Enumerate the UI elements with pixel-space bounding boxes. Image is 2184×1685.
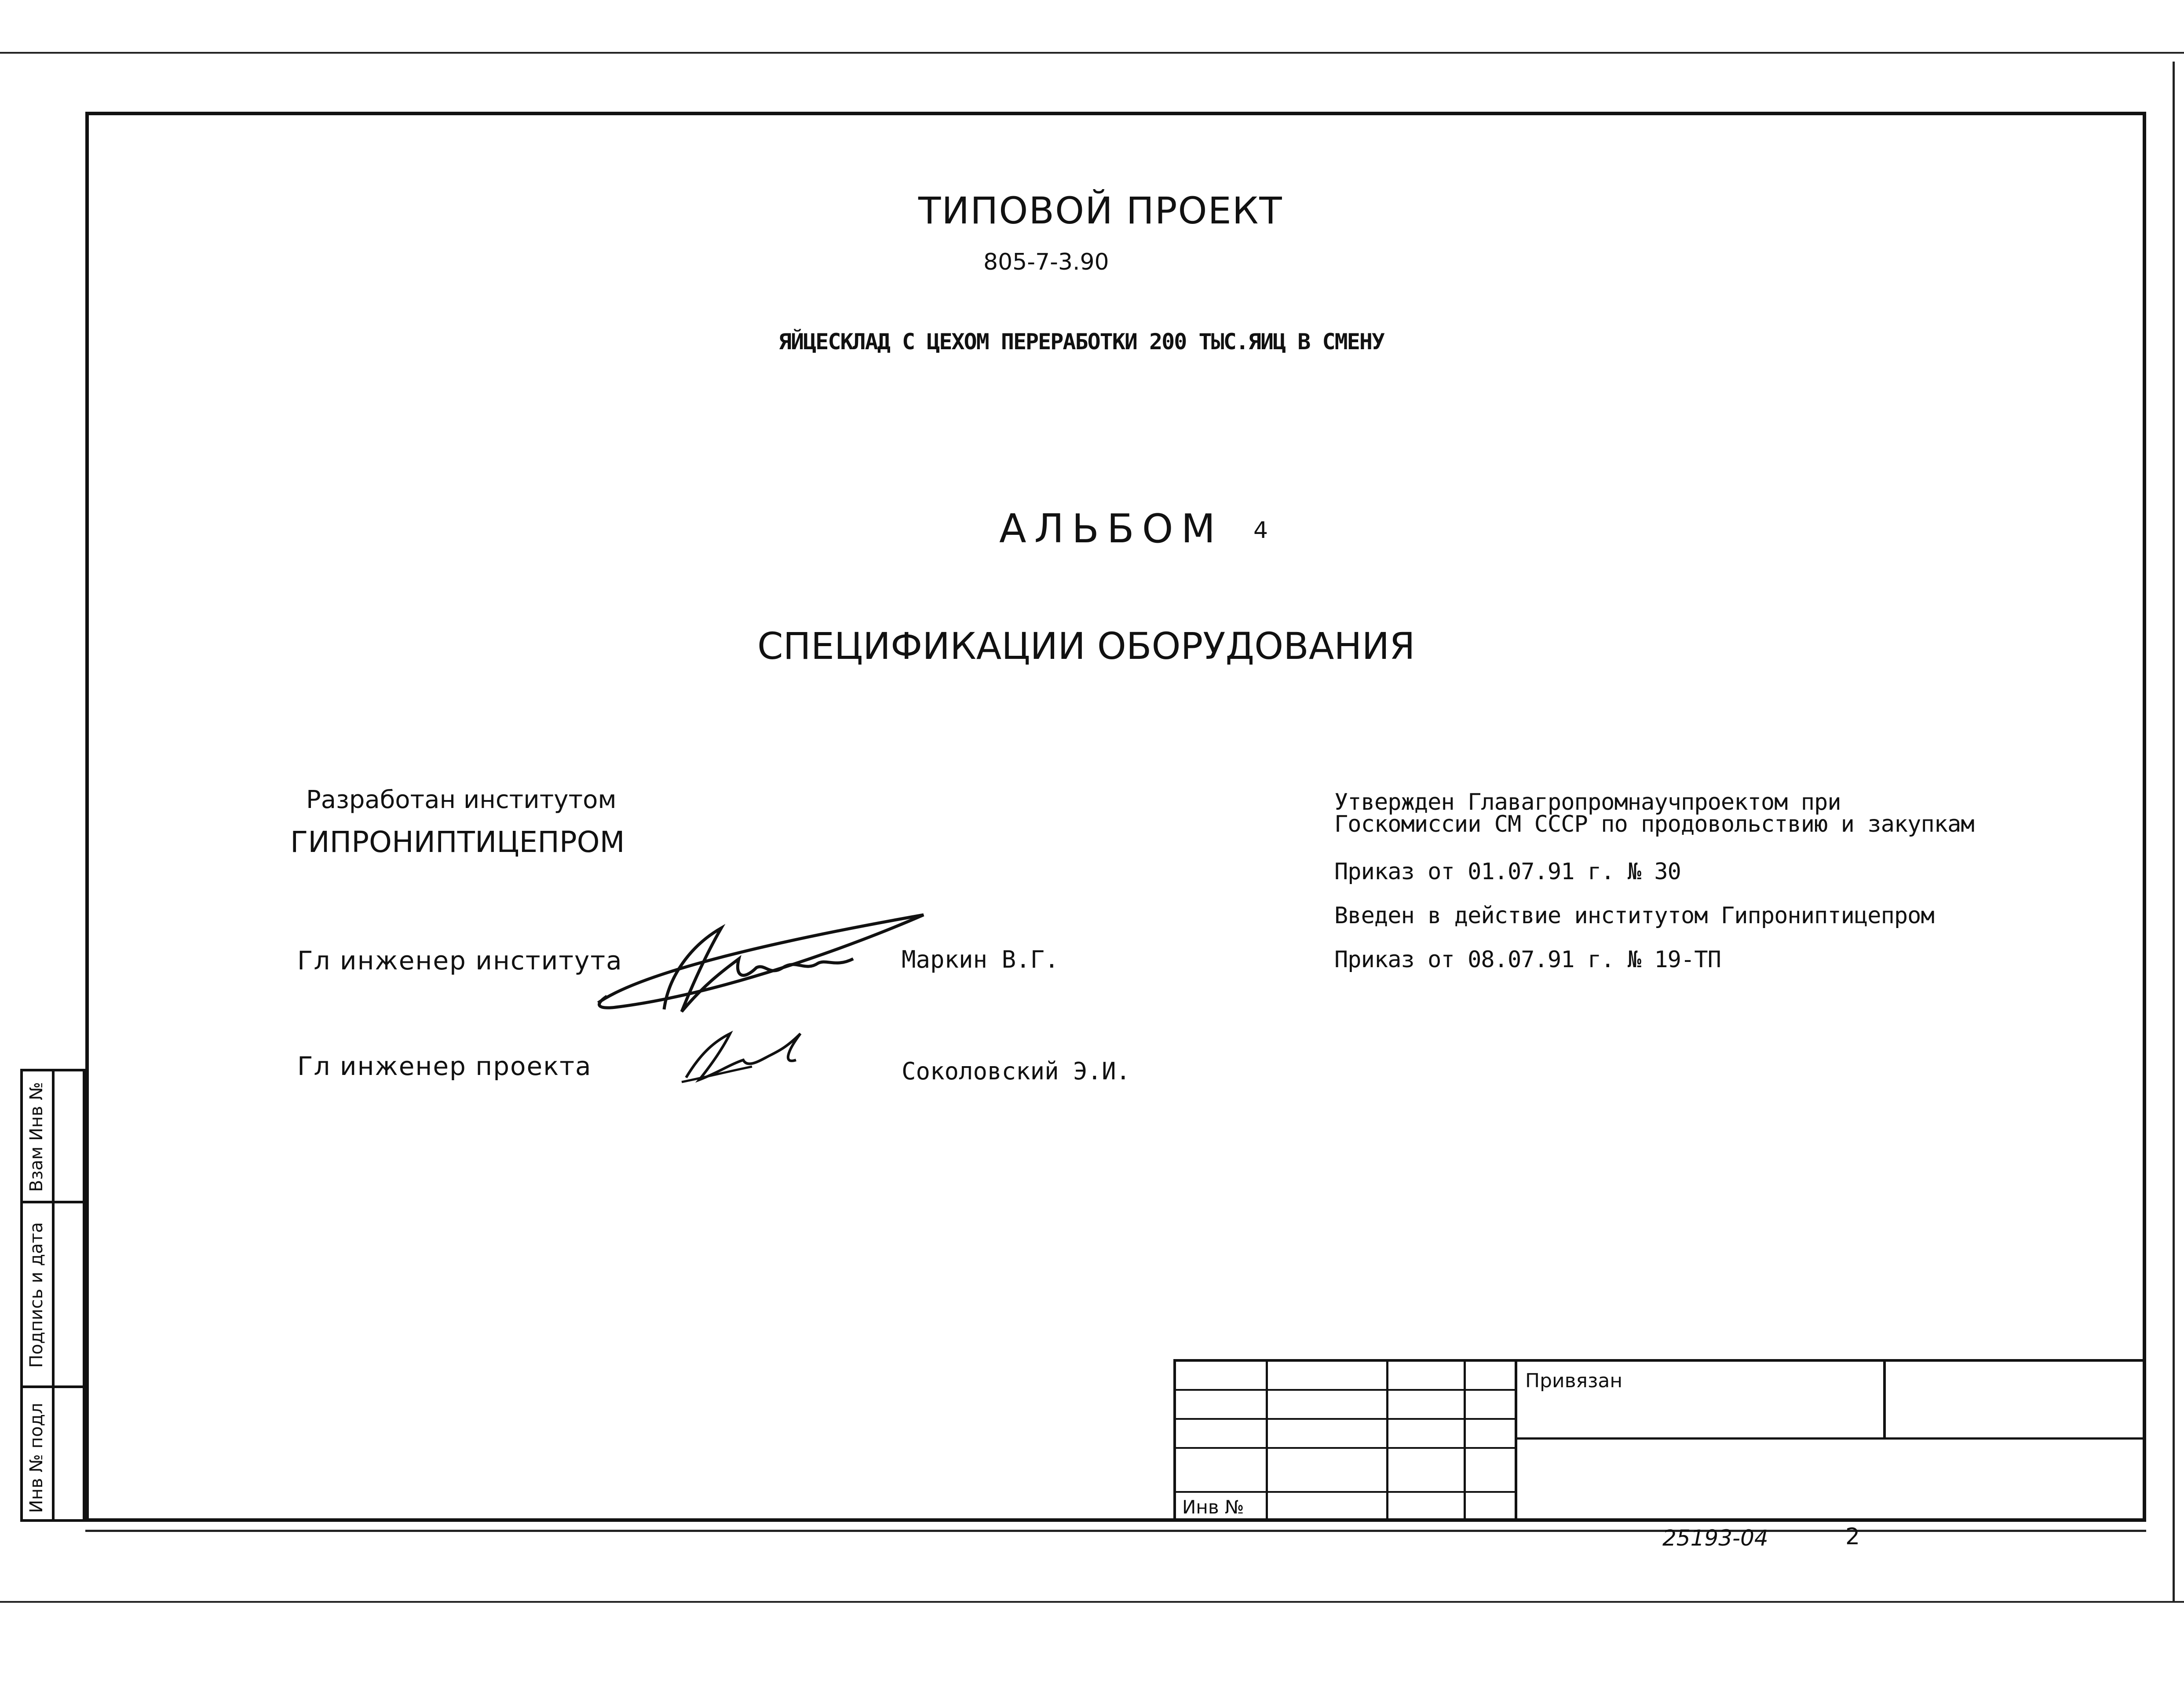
signature-sokolovsky: [677, 1025, 809, 1086]
stamp-row-4: [1173, 1491, 1516, 1493]
side-strip-row-1: [20, 1201, 85, 1203]
footer-sheet-number: 2: [1845, 1524, 1860, 1550]
side-strip-row-2: [20, 1385, 85, 1388]
document-title: ТИПОВОЙ ПРОЕКТ: [918, 189, 1283, 232]
side-strip-inv-no: Взам Инв №: [26, 1082, 47, 1192]
stamp-left-border: [1173, 1359, 1176, 1522]
approval-line-3: Введен в действие институтом Гипрониптицепром: [1334, 903, 1934, 929]
bottom-scan-line: [0, 1601, 2184, 1603]
stamp-top-border: [1173, 1359, 2146, 1362]
side-strip-inv-podl: Инв № подл: [26, 1403, 47, 1513]
stamp-col-4: [1515, 1359, 1517, 1522]
top-scan-line: [0, 52, 2184, 54]
stamp-right-row: [1515, 1437, 2146, 1440]
stamp-col-2: [1386, 1359, 1388, 1522]
approval-order-1: Приказ от 01.07.91 г. № 30: [1334, 859, 1681, 885]
stamp-col-3: [1464, 1359, 1466, 1522]
side-strip: [20, 1069, 85, 1522]
stamp-row-2: [1173, 1418, 1516, 1420]
chief-engineer-institute-name: Маркин В.Г.: [902, 946, 1059, 973]
album-subject: СПЕЦИФИКАЦИИ ОБОРУДОВАНИЯ: [757, 625, 1415, 668]
right-scan-line: [2173, 62, 2175, 1601]
chief-engineer-project-name: Соколовский Э.И.: [902, 1057, 1131, 1085]
signature-markin: [589, 906, 937, 1020]
footer-line: [85, 1530, 2146, 1532]
stamp-row-3: [1173, 1447, 1516, 1449]
album-number: 4: [1253, 517, 1268, 544]
side-strip-sign-date: Подпись и дата: [26, 1222, 47, 1368]
footer-doc-number: 25193-04: [1662, 1525, 1768, 1551]
developer-institute: ГИПРОНИПТИЦЕПРОМ: [290, 825, 625, 859]
side-strip-divider: [52, 1069, 55, 1522]
object-name: ЯЙЦЕСКЛАД С ЦЕХОМ ПЕРЕРАБОТКИ 200 ТЫС.ЯИЦ В СМЕНУ: [778, 329, 1384, 355]
title-block: [1173, 1359, 2146, 1522]
chief-engineer-institute-role: Гл инженер института: [297, 946, 623, 976]
stamp-inv-no-label: Инв №: [1182, 1496, 1244, 1518]
stamp-row-1: [1173, 1389, 1516, 1391]
project-code: 805-7-3.90: [983, 249, 1109, 275]
approval-order-2: Приказ от 08.07.91 г. № 19-ТП: [1334, 947, 1721, 973]
album-label: АЛЬБОМ: [999, 506, 1223, 552]
stamp-col-1: [1266, 1359, 1268, 1522]
approval-line-1: Утвержден Главагропромнаучпроектом при: [1334, 789, 1841, 815]
chief-engineer-project-role: Гл инженер проекта: [297, 1051, 592, 1081]
stamp-attached-label: Привязан: [1525, 1370, 1623, 1392]
stamp-right-col: [1883, 1359, 1886, 1438]
approval-line-2: Госкомиссии СМ СССР по продовольствию и закупкам: [1334, 811, 1974, 837]
developer-caption: Разработан институтом: [306, 786, 617, 814]
